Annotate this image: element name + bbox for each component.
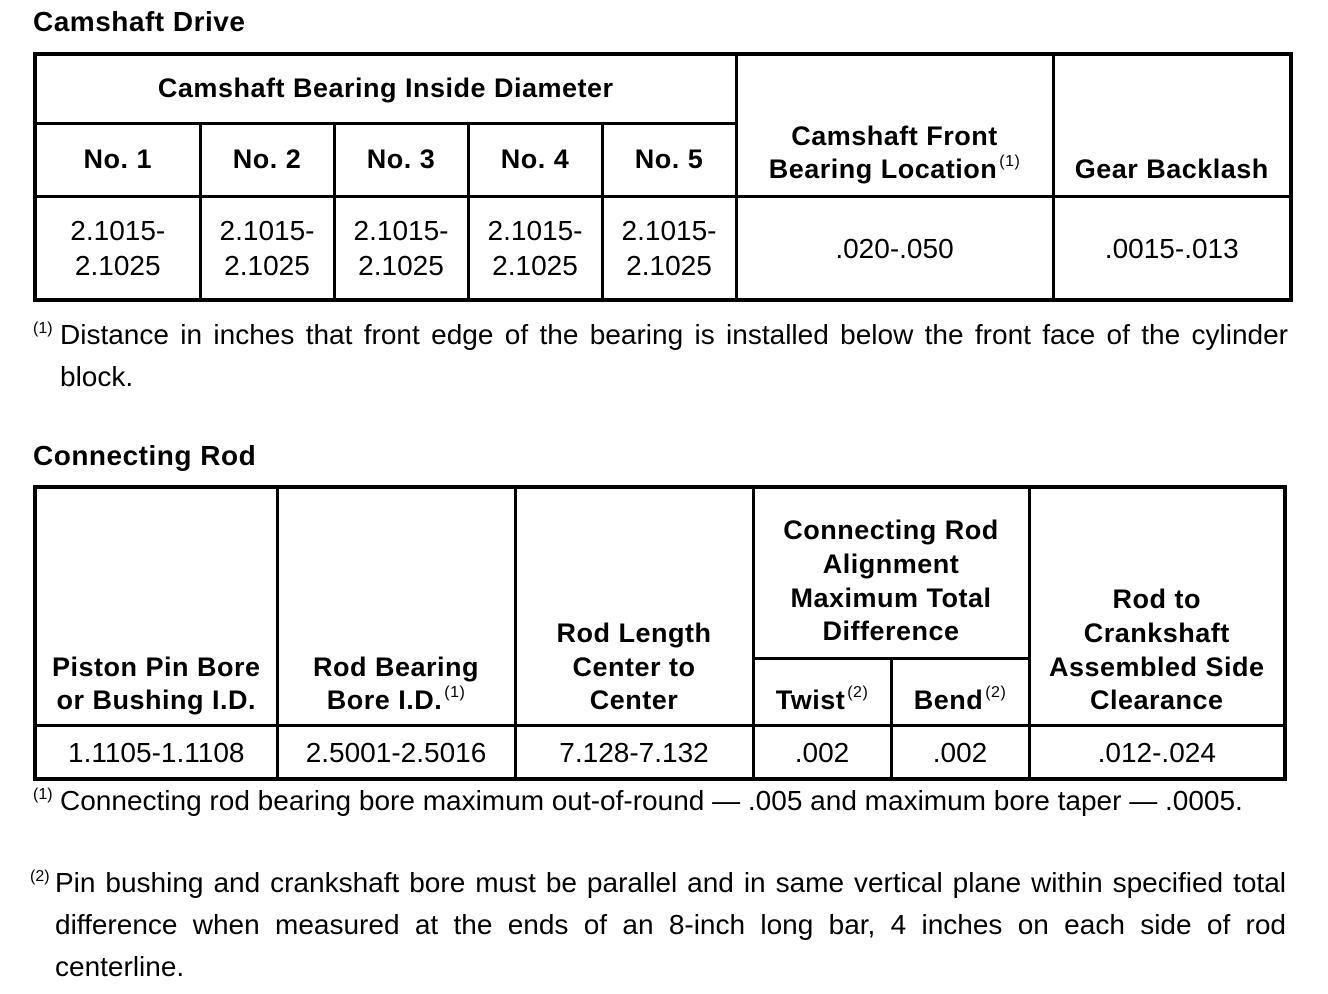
footnote-ref: (1) [444, 684, 466, 702]
front-bearing-location-header [736, 54, 1053, 197]
bearing-no3-header: No. 3 [334, 124, 468, 197]
camshaft-drive-title: Camshaft Drive [33, 6, 246, 37]
twist-value: .002 [753, 726, 891, 780]
bearing-inside-diameter-header: Camshaft Bearing Inside Diameter [35, 54, 736, 124]
twist-label: Twist [775, 685, 846, 716]
bend-label: Bend [913, 685, 984, 716]
footnote-text: Connecting rod bearing bore maximum out-of-round — .005 and maximum bore taper — .0005. [60, 785, 1243, 816]
camshaft-footnote-1 [33, 314, 1288, 398]
bearing-no2-header: No. 2 [200, 124, 334, 197]
bearing-no1-value [35, 197, 200, 301]
footnote-ref: (1) [999, 153, 1021, 171]
rod-bearing-bore-value: 2.5001-2.5016 [277, 726, 515, 780]
bearing-no5-value [602, 197, 736, 301]
gear-backlash-header: Gear Backlash [1053, 54, 1291, 197]
value-line: 2.1025 [358, 250, 444, 281]
camshaft-drive-table [33, 52, 1293, 302]
footnote-mark: (1) [33, 320, 53, 337]
value-line: 2.1015- [487, 215, 583, 246]
connecting-rod-footnote-1 [33, 780, 1286, 822]
footnote-text: Pin bushing and crankshaft bore must be parallel and in same vertical plane within specified total difference when measured at the ends of an 8-inch long bar, 4 inches on each side of rod centerline. [55, 867, 1286, 982]
footnote-mark: (1) [33, 786, 53, 803]
side-clearance-header: Rod to Crankshaft Assembled Side Clearance [1029, 487, 1285, 726]
value-line: 2.1015- [621, 215, 717, 246]
footnote-mark: (2) [30, 868, 50, 885]
value-line: 2.1025 [224, 250, 310, 281]
front-bearing-location-label: Camshaft Front Bearing Location [768, 120, 998, 185]
value-line: 2.1025 [74, 250, 161, 281]
alignment-header: Connecting Rod Alignment Maximum Total Difference [753, 487, 1029, 659]
rod-length-value: 7.128-7.132 [515, 726, 753, 780]
bearing-no2-value [200, 197, 334, 301]
bend-value: .002 [891, 726, 1029, 780]
rod-bearing-bore-header [277, 487, 515, 726]
footnote-ref: (2) [847, 684, 869, 702]
bearing-no3-value [334, 197, 468, 301]
footnote-ref: (2) [985, 684, 1007, 702]
value-line: 2.1015- [353, 215, 449, 246]
twist-header [753, 659, 891, 726]
bend-header [891, 659, 1029, 726]
connecting-rod-footnote-2 [30, 862, 1286, 988]
side-clearance-value: .012-.024 [1029, 726, 1285, 780]
connecting-rod-table [33, 485, 1287, 781]
bearing-no4-value [468, 197, 602, 301]
rod-bearing-bore-label: Rod Bearing Bore I.D. [312, 651, 479, 716]
gear-backlash-value: .0015-.013 [1053, 197, 1291, 301]
piston-pin-bore-header: Piston Pin Bore or Bushing I.D. [35, 487, 277, 726]
piston-pin-bore-value: 1.1105-1.1108 [35, 726, 277, 780]
rod-length-header: Rod Length Center to Center [515, 487, 753, 726]
connecting-rod-title: Connecting Rod [33, 440, 257, 471]
value-line: 2.1015- [219, 215, 315, 246]
value-line: 2.1025 [492, 250, 578, 281]
front-bearing-location-value: .020-.050 [736, 197, 1053, 301]
bearing-no5-header: No. 5 [602, 124, 736, 197]
bearing-no1-header: No. 1 [35, 124, 200, 197]
value-line: 2.1025 [626, 250, 712, 281]
footnote-text: Distance in inches that front edge of the bearing is installed below the front face of the cylinder block. [60, 319, 1288, 392]
value-line: 2.1015- [70, 215, 166, 246]
bearing-no4-header: No. 4 [468, 124, 602, 197]
